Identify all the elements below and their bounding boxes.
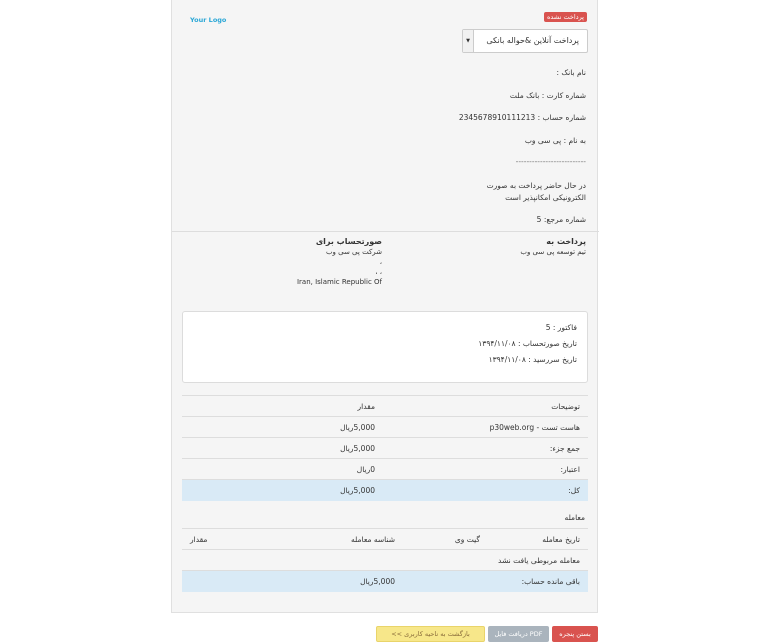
pay-to-name: تیم توسعه پی سی وب (520, 248, 586, 256)
table-row (182, 417, 588, 438)
notice-line-2: الکترونیکی امکانپذیر است (505, 193, 586, 202)
credit-label: اعتبار: (383, 459, 588, 480)
balance-label: باقی مانده حساب: (403, 571, 588, 592)
balance-value: 5,000ریال (182, 571, 403, 592)
invoiced-to-address-1: ، (379, 258, 382, 266)
table-row (182, 480, 588, 501)
invoice-items-table (182, 395, 588, 501)
table-header-row (182, 529, 588, 550)
divider (172, 231, 599, 232)
pay-to-block (466, 237, 586, 256)
item-amount: 5,000ریال (182, 417, 383, 438)
chevron-down-icon[interactable]: ▼ (463, 30, 474, 52)
transactions-title: معامله (564, 513, 585, 522)
back-to-client-area-button[interactable]: بازگشت به ناحیه کاربری >> (376, 626, 485, 642)
invoiced-to-company: شرکت پی سی وب (325, 248, 382, 256)
column-header-tx-id: شناسه معامله (303, 529, 403, 550)
invoiced-to-block (262, 237, 382, 286)
subtotal-label: جمع جزء: (383, 438, 588, 459)
table-row (182, 438, 588, 459)
table-header-row (182, 396, 588, 417)
invoice-date: تاریخ صورتحساب : ۱۳۹۴/۱۱/۰۸ (478, 339, 577, 348)
total-amount: 5,000ریال (182, 480, 383, 501)
pay-to-title: پرداخت به (546, 237, 586, 246)
invoiced-to-address-2: ، ، (375, 268, 382, 276)
subtotal-amount: 5,000ریال (182, 438, 383, 459)
column-header-gateway: گیت وی (403, 529, 488, 550)
close-window-button[interactable]: بستن پنجره (552, 626, 598, 642)
invoiced-to-title: صورتحساب برای (315, 237, 382, 246)
column-header-tx-date: تاریخ معامله (488, 529, 588, 550)
notice-line-1: در حال حاضر پرداخت به صورت (486, 181, 586, 190)
invoice-panel (171, 0, 598, 613)
item-description: هاست تست - p30web.org (383, 417, 588, 438)
credit-amount: 0ریال (182, 459, 383, 480)
payment-method-select[interactable] (462, 29, 588, 53)
invoice-number: فاکتور : 5 (545, 323, 577, 332)
company-logo: Your Logo (190, 16, 227, 24)
invoiced-to-country: Iran, Islamic Republic Of (296, 278, 382, 286)
column-header-amount: مقدار (182, 396, 383, 417)
payment-method-value: پرداخت آنلاین &حواله بانکی (486, 36, 579, 45)
column-header-description: توضیحات (383, 396, 588, 417)
account-owner: به نام : پی سی وب (524, 136, 586, 145)
bank-name: نام بانک : (556, 68, 586, 77)
status-badge: پرداخت نشده (544, 12, 587, 22)
total-label: کل: (383, 480, 588, 501)
account-number: شماره حساب : 2345678910111213 (458, 113, 586, 122)
no-transactions-message: معامله مربوطی یافت نشد (182, 550, 588, 571)
reference-number: شماره مرجع: 5 (536, 215, 586, 224)
column-header-tx-amount: مقدار (182, 529, 303, 550)
table-row (182, 550, 588, 571)
table-row (182, 571, 588, 592)
table-row (182, 459, 588, 480)
bank-divider: -------------------------- (515, 157, 586, 166)
invoice-details-box (182, 311, 588, 383)
transactions-table (182, 528, 588, 592)
due-date: تاریخ سررسید : ۱۳۹۴/۱۱/۰۸ (488, 355, 577, 364)
download-pdf-button[interactable]: PDF دریافت فایل (488, 626, 549, 642)
card-number: شماره کارت : بانک ملت (509, 91, 586, 100)
